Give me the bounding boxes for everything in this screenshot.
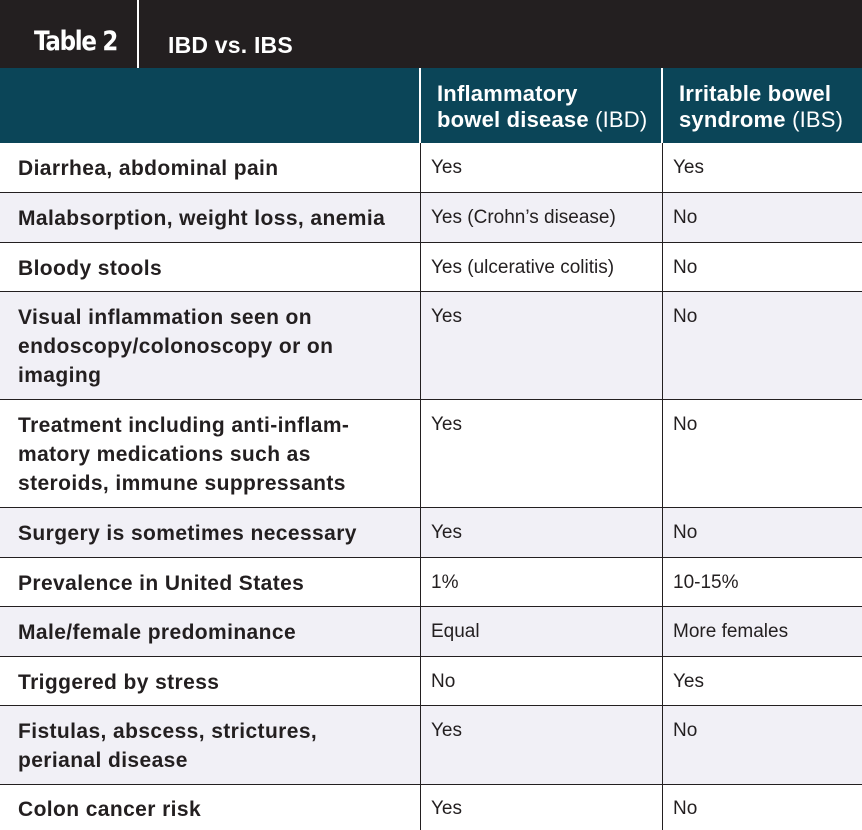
ibs-cell: More females xyxy=(673,621,789,642)
table-row xyxy=(0,557,862,606)
table-number: Table 2 xyxy=(34,26,118,57)
table-header-row xyxy=(0,68,862,143)
header-divider xyxy=(419,68,421,143)
ibs-cell: No xyxy=(673,720,698,741)
ibs-cell: Yes xyxy=(673,157,704,178)
header-ibd-line2: bowel disease xyxy=(437,107,596,132)
header-ibd-abbr: (IBD) xyxy=(595,107,648,132)
ibd-cell: Yes xyxy=(431,414,462,435)
feature-line: perianal disease xyxy=(18,749,188,772)
table-row xyxy=(0,399,862,507)
ibs-cell: No xyxy=(673,257,698,278)
column-divider xyxy=(662,143,663,830)
ibs-cell: No xyxy=(673,522,698,543)
table-row xyxy=(0,656,862,705)
ibd-cell: Equal xyxy=(431,621,480,642)
ibs-cell: No xyxy=(673,306,698,327)
header-ibd xyxy=(437,81,659,133)
ibd-cell: No xyxy=(431,671,456,692)
feature-line: steroids, immune suppressants xyxy=(18,472,346,495)
feature-line: Visual inflammation seen on xyxy=(18,306,312,329)
feature-line: Fistulas, abscess, strictures, xyxy=(18,720,318,743)
ibs-cell: No xyxy=(673,414,698,435)
table-body xyxy=(0,143,862,830)
title-divider xyxy=(137,0,139,68)
ibd-cell: Yes xyxy=(431,306,462,327)
feature-cell: Diarrhea, abdominal pain xyxy=(18,157,279,180)
feature-cell: Malabsorption, weight loss, anemia xyxy=(18,207,386,230)
header-ibs xyxy=(679,81,859,133)
table-row xyxy=(0,784,862,830)
ibs-cell: No xyxy=(673,798,698,819)
header-ibd-line1: Inflammatory xyxy=(437,81,578,106)
feature-cell xyxy=(18,411,408,498)
feature-line: Treatment including anti-inflam- xyxy=(18,414,350,437)
feature-cell xyxy=(18,303,398,390)
feature-line: endoscopy/colonoscopy or on xyxy=(18,335,334,358)
header-ibs-line2: syndrome xyxy=(679,107,793,132)
feature-cell: Male/female predominance xyxy=(18,621,297,644)
feature-cell xyxy=(18,717,398,775)
header-divider xyxy=(661,68,663,143)
table-row xyxy=(0,291,862,399)
ibd-cell: Yes (Crohn’s disease) xyxy=(431,207,616,228)
ibs-cell: 10-15% xyxy=(673,572,739,593)
feature-cell: Bloody stools xyxy=(18,257,163,280)
feature-cell: Surgery is sometimes necessary xyxy=(18,522,357,545)
feature-cell: Triggered by stress xyxy=(18,671,220,694)
table-row xyxy=(0,242,862,291)
table-title: IBD vs. IBS xyxy=(168,32,293,58)
feature-line: imaging xyxy=(18,364,102,387)
ibd-cell: Yes xyxy=(431,157,462,178)
header-ibs-line1: Irritable bowel xyxy=(679,81,832,106)
ibd-cell: 1% xyxy=(431,572,459,593)
ibd-cell: Yes xyxy=(431,720,462,741)
ibs-cell: No xyxy=(673,207,698,228)
table-row xyxy=(0,507,862,557)
table-title-bar xyxy=(0,0,862,68)
ibd-cell: Yes xyxy=(431,798,462,819)
ibs-cell: Yes xyxy=(673,671,704,692)
feature-line: matory medications such as xyxy=(18,443,311,466)
feature-cell: Prevalence in United States xyxy=(18,572,305,595)
ibd-cell: Yes xyxy=(431,522,462,543)
ibd-cell: Yes (ulcerative colitis) xyxy=(431,257,615,278)
feature-cell: Colon cancer risk xyxy=(18,798,202,821)
table-row xyxy=(0,705,862,784)
table-row xyxy=(0,192,862,242)
table-row xyxy=(0,606,862,656)
column-divider xyxy=(420,143,421,830)
header-ibs-abbr: (IBS) xyxy=(792,107,844,132)
table-row xyxy=(0,143,862,192)
